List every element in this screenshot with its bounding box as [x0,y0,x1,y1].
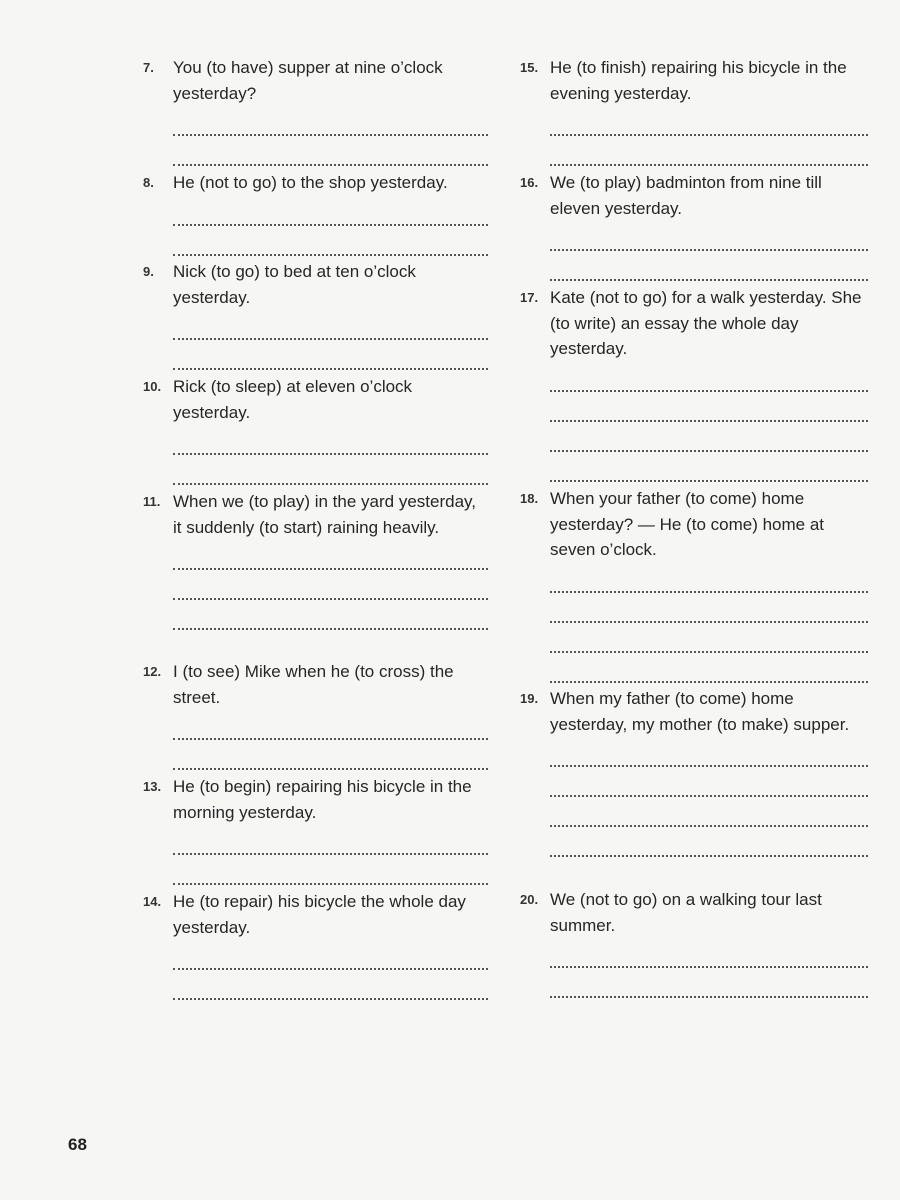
answer-line[interactable] [173,855,488,885]
answer-line[interactable] [173,106,488,136]
exercise-number: 17. [520,290,539,305]
exercise-7 [143,55,488,166]
answer-line[interactable] [550,767,868,797]
answer-line[interactable] [173,310,488,340]
answer-line[interactable] [173,570,488,600]
answer-line[interactable] [550,623,868,653]
answer-line[interactable] [550,136,868,166]
answer-line[interactable] [550,392,868,422]
exercise-prompt: When my father (to come) home yesterday, my mother (to make) supper. [550,689,850,734]
answer-line[interactable] [173,425,488,455]
exercise-19 [520,686,868,857]
exercise-number: 12. [143,664,162,679]
answer-line[interactable] [550,221,868,251]
exercise-11 [143,489,488,630]
answer-line[interactable] [550,563,868,593]
answer-line[interactable] [550,106,868,136]
answer-line[interactable] [550,653,868,683]
answer-line[interactable] [173,196,488,226]
exercise-9 [143,259,488,370]
answer-line[interactable] [173,970,488,1000]
exercise-number: 11. [143,494,161,509]
exercise-prompt: We (not to go) on a walking tour last summer. [550,890,822,935]
exercise-18 [520,486,868,683]
page-number: 68 [68,1135,87,1154]
exercise-number: 15. [520,60,539,75]
answer-line[interactable] [550,797,868,827]
exercise-15 [520,55,868,166]
answer-line[interactable] [173,136,488,166]
answer-line[interactable] [550,593,868,623]
exercise-prompt: You (to have) supper at nine o’clock yesterday? [173,58,443,103]
exercise-prompt: He (to finish) repairing his bicycle in the evening yesterday. [550,58,847,103]
answer-line[interactable] [550,968,868,998]
answer-line[interactable] [550,827,868,857]
exercise-number: 13. [143,779,162,794]
exercise-17 [520,285,868,482]
exercise-20 [520,887,868,998]
exercise-10 [143,374,488,485]
exercise-16 [520,170,868,281]
answer-line[interactable] [173,340,488,370]
exercise-prompt: I (to see) Mike when he (to cross) the street. [173,662,454,707]
exercise-prompt: When we (to play) in the yard yesterday, it suddenly (to start) raining heavily. [173,492,476,537]
answer-line[interactable] [173,740,488,770]
exercise-prompt: He (to begin) repairing his bicycle in the morning yesterday. [173,777,472,822]
answer-line[interactable] [173,226,488,256]
exercise-number: 8. [143,175,154,190]
exercise-prompt: Rick (to sleep) at eleven o’clock yesterday. [173,377,413,422]
exercise-number: 7. [143,60,154,75]
exercise-prompt: Kate (not to go) for a walk yesterday. She (to write) an essay the whole day yesterday. [550,288,862,358]
exercise-number: 18. [520,491,539,506]
answer-line[interactable] [550,362,868,392]
answer-line[interactable] [173,710,488,740]
exercise-prompt: We (to play) badminton from nine till eleven yesterday. [550,173,822,218]
exercise-number: 20. [520,892,539,907]
answer-line[interactable] [173,455,488,485]
answer-line[interactable] [550,737,868,767]
answer-line[interactable] [550,938,868,968]
exercise-number: 16. [520,175,539,190]
answer-line[interactable] [550,422,868,452]
answer-line[interactable] [173,600,488,630]
exercise-number: 19. [520,691,539,706]
exercise-prompt: When your father (to come) home yesterday? — He (to come) home at seven o’clock. [550,489,825,559]
answer-line[interactable] [173,540,488,570]
answer-line[interactable] [550,452,868,482]
exercise-prompt: Nick (to go) to bed at ten o’clock yesterday. [173,262,416,307]
answer-line[interactable] [173,940,488,970]
exercise-13 [143,774,488,885]
exercise-14 [143,889,488,1000]
exercise-prompt: He (to repair) his bicycle the whole day yesterday. [173,892,466,937]
exercise-number: 10. [143,379,162,394]
answer-line[interactable] [173,825,488,855]
exercise-12 [143,659,488,770]
exercise-prompt: He (not to go) to the shop yesterday. [173,173,448,192]
exercise-8 [143,170,488,256]
exercise-number: 9. [143,264,154,279]
exercise-number: 14. [143,894,162,909]
answer-line[interactable] [550,251,868,281]
